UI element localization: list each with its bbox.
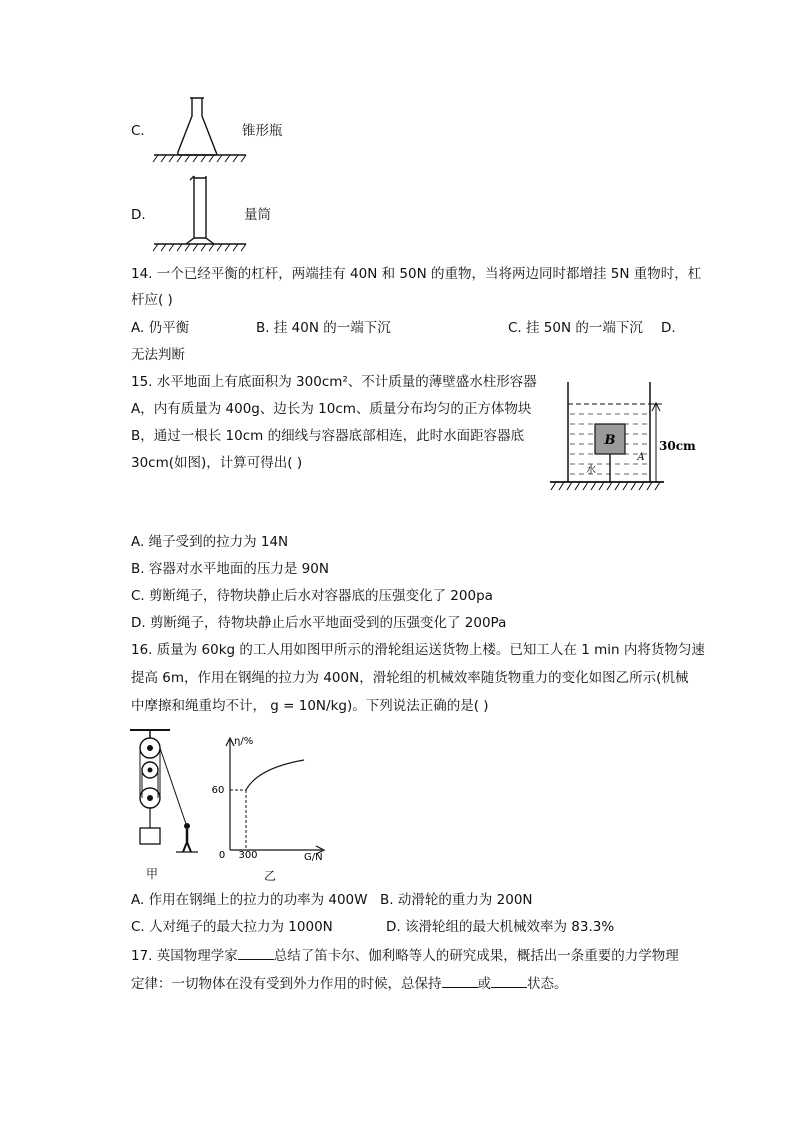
y-mark-label: 60 (211, 785, 225, 796)
q14-stem-line2: 杆应( ) (131, 292, 173, 308)
q15-stem-line1: 15. 水平地面上有底面积为 300cm²、不计质量的薄壁盛水柱形容器 (131, 374, 537, 390)
q14-option-b: B. 挂 40N 的一端下沉 (256, 320, 391, 336)
container-a-label: A (637, 452, 645, 463)
q14-option-c: C. 挂 50N 的一端下沉 (508, 320, 643, 336)
q15-option-a: A. 绳子受到的拉力为 14N (131, 534, 289, 550)
q17-text-part5: 状态。 (527, 976, 568, 992)
water-label: 水 (586, 465, 596, 476)
answer-blank-2[interactable] (442, 973, 478, 988)
q15-stem-line4: 30cm(如图)，计算可得出( ) (131, 455, 303, 471)
efficiency-graph (208, 732, 338, 862)
q14-option-a: A. 仍平衡 (131, 320, 190, 336)
q16-option-b: B. 动滑轮的重力为 200N (380, 892, 533, 908)
q17-line2 (131, 973, 568, 994)
q14-stem-line1: 14. 一个已经平衡的杠杆，两端挂有 40N 和 50N 的重物，当将两边同时都增挂 5N 重物时，杠 (131, 266, 702, 282)
q15-option-d: D. 剪断绳子，待物块静止后水平地面受到的压强变化了 200Pa (131, 615, 507, 631)
q16-option-d: D. 该滑轮组的最大机械效率为 83.3% (386, 919, 615, 935)
q15-stem-line2: A，内有质量为 400g、边长为 10cm、质量分布均匀的正方体物块 (131, 401, 532, 417)
answer-blank-1[interactable] (238, 945, 274, 960)
efficiency-curve (246, 760, 304, 790)
x-mark-label: 300 (238, 850, 258, 861)
q16-option-c: C. 人对绳子的最大拉力为 1000N (131, 919, 333, 935)
container-block-figure (546, 378, 696, 496)
q17-text-part2: 总结了笛卡尔、伽利略等人的研究成果，概括出一条重要的力学物理 (273, 948, 679, 964)
conical-flask-figure (150, 94, 250, 164)
q16-stem-line1: 16. 质量为 60kg 的工人用如图甲所示的滑轮组运送货物上楼。已知工人在 1 min 内将货物匀速 (131, 642, 705, 658)
q14-option-d-letter: D. (661, 320, 676, 336)
option-c-label: 锥形瓶 (242, 123, 283, 139)
q17-text-part3: 定律：一切物体在没有受到外力作用的时候，总保持 (131, 976, 442, 992)
figure-yi-caption: 乙 (264, 869, 277, 883)
origin-label: 0 (218, 850, 226, 861)
q16-stem-line2: 提高 6m，作用在钢绳的拉力为 400N，滑轮组的机械效率随货物重力的变化如图乙所示(机械 (131, 670, 689, 686)
option-d-label: 量筒 (244, 207, 271, 223)
pulley-system-figure (126, 726, 206, 856)
figure-jia-caption: 甲 (146, 867, 159, 881)
option-c-letter: C. (131, 123, 145, 139)
q17-text-part4: 或 (477, 976, 491, 992)
block-b-label: B (604, 433, 616, 448)
measuring-cylinder-figure (150, 174, 250, 254)
q15-option-c: C. 剪断绳子，待物块静止后水对容器底的压强变化了 200pa (131, 588, 493, 604)
q17-text-part1: 17. 英国物理学家 (131, 948, 238, 964)
q16-option-a: A. 作用在钢绳上的拉力的功率为 400W (131, 892, 368, 908)
q15-stem-line3: B，通过一根长 10cm 的细线与容器底部相连，此时水面距容器底 (131, 428, 525, 444)
depth-label: 30cm (659, 439, 696, 453)
y-axis-label: η/% (234, 736, 254, 747)
x-axis-label: G/N (304, 852, 323, 862)
q14-option-d-text: 无法判断 (131, 347, 185, 363)
q15-option-b: B. 容器对水平地面的压力是 90N (131, 561, 329, 577)
q17-line1 (131, 945, 679, 966)
option-d-letter: D. (131, 207, 146, 223)
q16-stem-line3: 中摩擦和绳重均不计， g = 10N/kg)。下列说法正确的是( ) (131, 698, 489, 714)
answer-blank-3[interactable] (491, 973, 527, 988)
